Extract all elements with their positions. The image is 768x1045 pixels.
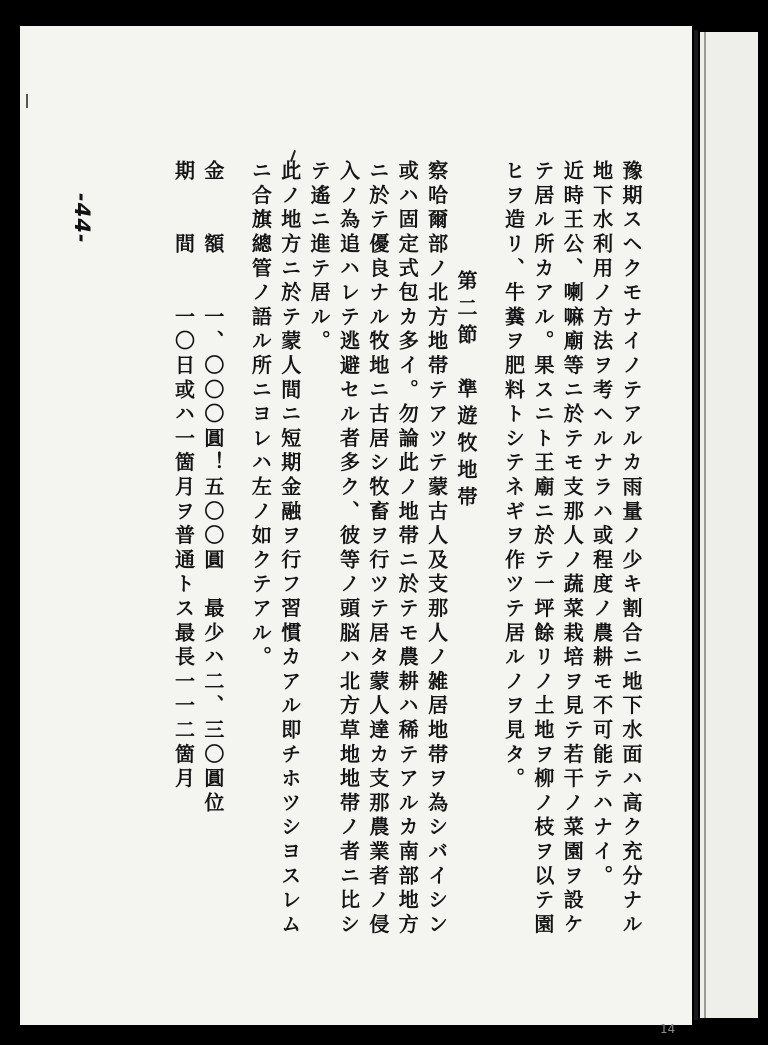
margin-mark [26,94,28,108]
corner-mark: 14 [660,1022,676,1036]
text-column: テ居ル所カアル。果スニト王廟ニ於テ一坪餘リノ土地ヲ柳ノ枝ヲ以テ園 [530,160,555,938]
vertical-text-block [115,160,645,938]
text-column: 或ハ固定式包カ多イ。勿論此ノ地帯ニ於テモ農耕ハ稀テアルカ南部地方 [395,160,420,938]
text-column: 近時王公、喇嘛廟等ニ於テモ支那人ノ蔬菜栽培ヲ見テ若干ノ菜園ヲ設ケ [560,160,585,938]
text-column: 此ノ地方ニ於テ蒙人間ニ短期金融ヲ行フ習慣カアル即チホツシヨスレム [277,160,302,938]
text-column: ニ合旗總管ノ語ル所ニヨレハ左ノ如クテアル。 [248,160,273,671]
loan-amount-row: 金 額 一、〇〇〇圓！五〇〇圓 最少ハ二、三〇圓位 [200,160,225,817]
text-column: ニ於テ優良ナル牧地ニ古居シ牧畜ヲ行ツテ居タ蒙人達カ支那農業者ノ侵 [365,160,390,938]
page-gutter [694,30,698,1020]
text-column: テ遙ニ進テ居ル。 [307,160,332,355]
loan-period-row: 期 間 一〇日或ハ一箇月ヲ普通トス最長一一二箇月 [171,160,196,792]
column-spacer [227,160,245,900]
facing-page-edge [700,32,758,1018]
text-column: ヒヲ造リ、牛糞ヲ肥料トシテネギヲ作ツテ居ルノヲ見タ。 [501,160,526,792]
column-spacer [480,160,498,900]
section-heading: 第二節 準遊牧地帯 [454,270,479,513]
text-column: 察哈爾部ノ北方地帯テアツテ蒙古人及支那人ノ雑居地帯ヲ為シバイシン [424,160,449,938]
page-number: -44- [70,193,94,244]
text-column: 豫期スヘクモナイノテアルカ雨量ノ少キ割合ニ地下水面ハ高ク充分ナル [619,160,643,938]
text-column: 入ノ為追ハレテ逃避セル者多ク、彼等ノ頭脳ハ北方草地地帯ノ者ニ比シ [336,160,361,938]
text-column: 地下水利用ノ方法ヲ考ヘルナラハ或程度ノ農耕モ不可能テハナイ。 [589,160,614,889]
